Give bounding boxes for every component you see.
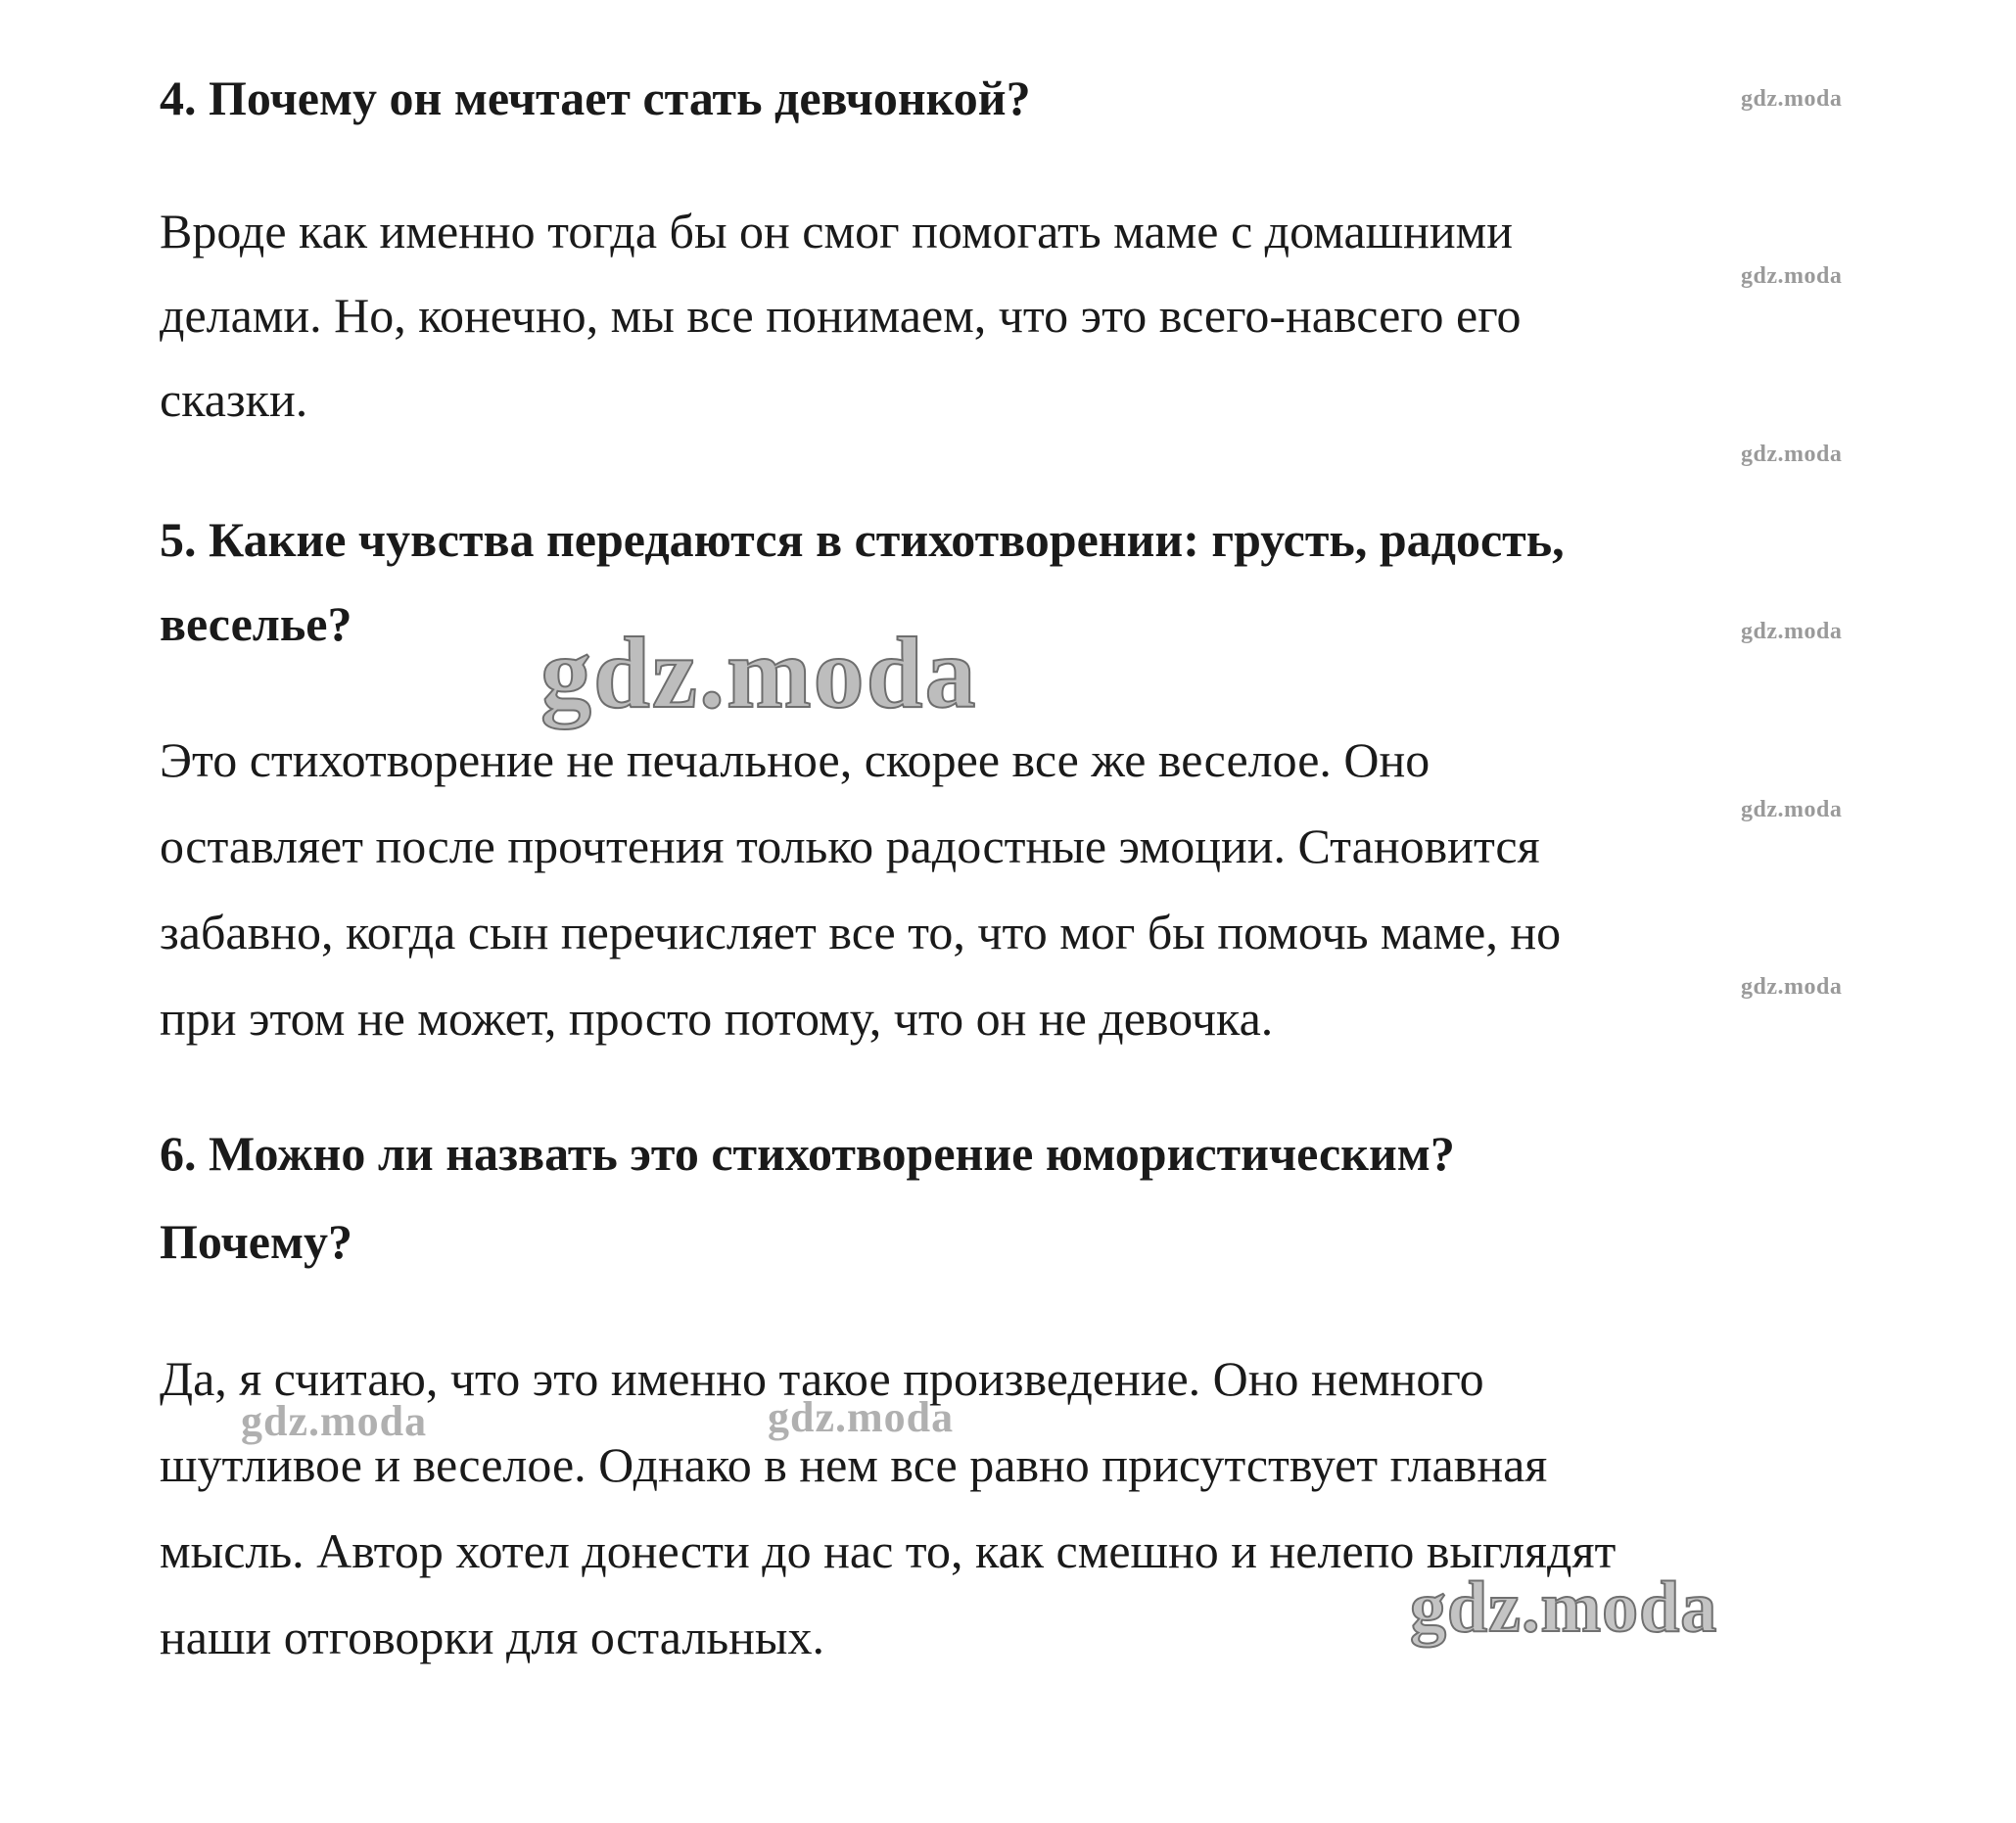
answer-6-line-2: шутливое и веселое. Однако в нем все равно присутствует главная	[160, 1437, 1548, 1492]
watermark-small: gdz.moda	[1741, 442, 1843, 467]
watermark-medium: gdz.moda	[768, 1393, 955, 1441]
question-5-title-line-1: 5. Какие чувства передаются в стихотворении: грусть, радость,	[160, 512, 1565, 567]
watermark-small: gdz.moda	[1741, 974, 1843, 1000]
answer-6-line-3: мысль. Автор хотел донести до нас то, как смешно и нелепо выглядят	[160, 1523, 1617, 1578]
answer-4-line-3: сказки.	[160, 372, 308, 427]
watermark-small: gdz.moda	[1741, 797, 1843, 822]
answer-5-line-2: оставляет после прочтения только радостные эмоции. Становится	[160, 818, 1540, 873]
question-6-title-line-2: Почему?	[160, 1214, 353, 1269]
watermark-xl: gdz.moda	[1410, 1567, 1718, 1648]
answer-5-line-3: забавно, когда сын перечисляет все то, что мог бы помочь маме, но	[160, 905, 1562, 959]
watermark-medium: gdz.moda	[241, 1397, 428, 1445]
answer-4-line-1: Вроде как именно тогда бы он смог помогать маме с домашними	[160, 204, 1514, 258]
answer-6-line-1: Да, я считаю, что это именно такое произведение. Оно немного	[160, 1351, 1484, 1406]
watermark-small: gdz.moda	[1741, 619, 1843, 644]
answer-6-line-4: наши отговорки для остальных.	[160, 1610, 825, 1664]
answer-5-line-4: при этом не может, просто потому, что он не девочка.	[160, 991, 1274, 1046]
watermark-large: gdz.moda	[540, 617, 978, 729]
question-4-title: 4. Почему он мечтает стать девчонкой?	[160, 70, 1031, 125]
answer-5-line-1: Это стихотворение не печальное, скорее все же веселое. Оно	[160, 732, 1430, 787]
watermark-small: gdz.moda	[1741, 263, 1843, 289]
watermark-small: gdz.moda	[1741, 86, 1843, 112]
question-6-title-line-1: 6. Можно ли назвать это стихотворение юмористическим?	[160, 1126, 1455, 1181]
question-5-title-line-2: веселье?	[160, 596, 352, 651]
answer-4-line-2: делами. Но, конечно, мы все понимаем, что это всего-навсего его	[160, 288, 1522, 343]
